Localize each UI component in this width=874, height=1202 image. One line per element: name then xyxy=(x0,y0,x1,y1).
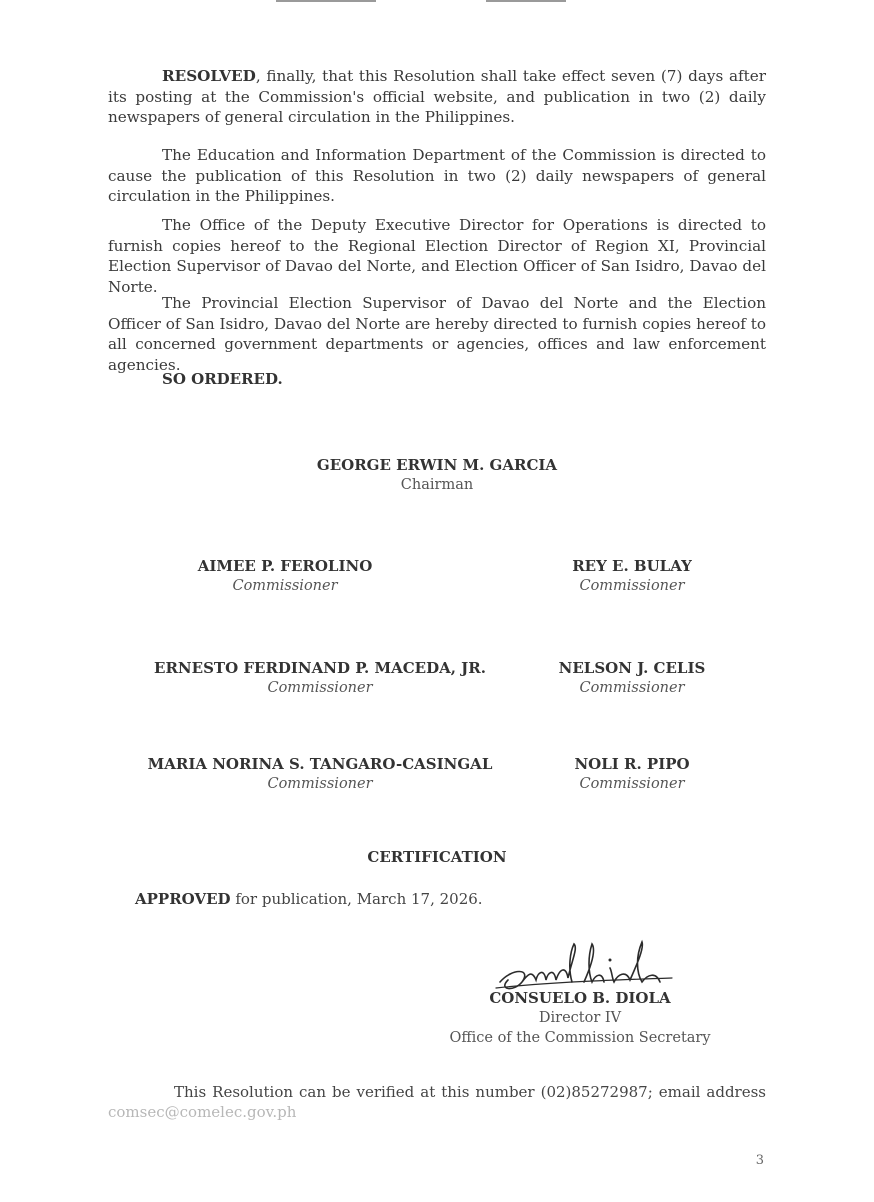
verification-email: comsec@comelec.gov.ph xyxy=(108,1103,297,1121)
approved-lead: APPROVED xyxy=(135,890,231,908)
verification-note xyxy=(108,1082,766,1122)
certification-heading: CERTIFICATION xyxy=(367,848,507,866)
commissioner-block xyxy=(130,754,510,794)
commissioner-block xyxy=(130,658,510,698)
top-rule-left xyxy=(276,0,376,2)
commissioner-title: Commissioner xyxy=(267,680,373,696)
commissioner-title: Commissioner xyxy=(579,680,685,696)
commissioner-block xyxy=(532,754,732,794)
commissioner-title: Commissioner xyxy=(579,776,685,792)
commissioner-block xyxy=(532,556,732,596)
commissioner-name: REY E. BULAY xyxy=(572,557,692,575)
resolved-paragraph xyxy=(108,66,766,128)
chairman-title: Chairman xyxy=(400,477,474,493)
commissioner-name: NELSON J. CELIS xyxy=(558,659,706,677)
resolved-lead: RESOLVED xyxy=(162,67,256,85)
commissioner-title: Commissioner xyxy=(232,578,338,594)
commissioner-name: NOLI R. PIPO xyxy=(574,755,690,773)
secretary-position: Director IV xyxy=(538,1010,622,1026)
commissioner-title: Commissioner xyxy=(267,776,373,792)
publication-paragraph: The Education and Information Department of the Commission is directed to cause the publication of this Resolution in two (2) daily newspapers of general circulation in the Philippines. xyxy=(108,146,766,205)
furnish-copies-paragraph: The Office of the Deputy Executive Director for Operations is directed to furnish copies hereof to the Regional Election Director of Region XI, Provincial Election Supervisor of Davao del Norte, and Election Officer of San Isidro, Davao del Norte. xyxy=(108,216,766,296)
verification-text: This Resolution can be verified at this number (02)85272987; email address xyxy=(174,1083,766,1101)
approved-text: for publication, March 17, 2026. xyxy=(230,890,483,908)
secretary-office: Office of the Commission Secretary xyxy=(449,1030,711,1046)
commissioner-name: ERNESTO FERDINAND P. MACEDA, JR. xyxy=(154,659,486,677)
top-rule-right xyxy=(486,0,566,2)
commissioner-name: MARIA NORINA S. TANGARO-CASINGAL xyxy=(147,755,493,773)
directive-paragraph: The Provincial Election Supervisor of Davao del Norte and the Election Officer of San Isidro, Davao del Norte are hereby directed to furnish copies hereof to all concerned government departments or agencies, offices and law enforcement agencies. xyxy=(108,294,766,374)
commissioner-title: Commissioner xyxy=(579,578,685,594)
commissioner-name: AIMEE P. FEROLINO xyxy=(197,557,373,575)
so-ordered: SO ORDERED. xyxy=(162,370,283,388)
chairman-name: GEORGE ERWIN M. GARCIA xyxy=(316,456,558,474)
page-number: 3 xyxy=(755,1153,764,1168)
chairman-signature-block xyxy=(287,455,587,495)
secretary-signature-block xyxy=(430,988,730,1048)
resolved-text: , finally, that this Resolution shall take effect seven (7) days after its posting at the Commission's official website, and publication in two (2) daily newspapers of general circulation in the Philippines. xyxy=(108,67,766,126)
approved-statement xyxy=(135,890,483,908)
commissioner-block xyxy=(155,556,415,596)
secretary-name: CONSUELO B. DIOLA xyxy=(489,989,671,1007)
commissioner-block xyxy=(532,658,732,698)
